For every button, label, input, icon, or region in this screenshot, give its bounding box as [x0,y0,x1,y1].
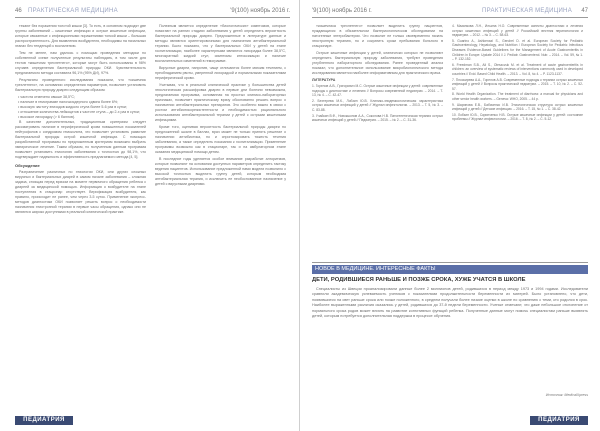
paragraph: Разграничение различных по этиологии ОКИ, или других сложных вирусных и бактериальных диарей в самом начале заболевания – сложная задача, стоящая перед врачом на момент первичного обращения ребенка с диареей за медицинской помощью. Информация о возбудителе на этапе поступления в стационар отсутствует. Верификация возбудителя, как правило, происходит не ранее, чем через 3-5 суток. Применение экспресс-методов диагностики ОКИ позволяет решить вопрос о необходимости назначения этиотропной терапии в первые часы обращения, однако они не являются широко доступными в реальной клинической практике. [15,170,146,214]
news-box [312,262,588,397]
left-header-rule [15,17,290,18]
reference-item: 6. Freedman S.B., Ali S., Oleszczuk M. et al. Treatment of acute gastroenteritis in children: an overview of systematic reviews of interventions commonly used in developed countries // Evid. Based Child Health. – 2013. – Vol. 8, № 4. – P. 1123-1137. [452,62,583,76]
paragraph: Полезным является определение «биологических» симптомов, которые помогают на ранних стадиях заболевания у детей определить вероятность бактериальной природы диареи. Предложенные в литературе данные и методы являются ориентировочными для назначения антибактериальной терапии. Было показано, что у бактериальных ОКИ у детей на этапе госпитализации, наиболее характерными являются лихорадка более 38,5°С, многократный жидкий стул, симптомы интоксикации и наличие воспалительных изменений в гемограмме. [155,24,286,63]
paragraph: «кишечника трехлетнего» позволяет выделить группу пациентов, нуждающихся в обязательном бактериологическом обследовании на патогенные энтеробактерии. Что позволит не только своевременно начать этиотропную терапию, но и сократить сроки пребывания больного в стационаре. [312,24,443,48]
paragraph: Вирусные диареи, напротив, чаще отличаются более мягким течением, с преобладанием рвоты, умеренной лихорадкой и нормальными показателями периферической крови. [155,66,286,80]
reference-item: 2. Бехтерева М.К., Лобзин Ю.В. Клинико-эпидемиологическая характеристика острых кишечных инфекций у детей // Журнал инфектологии. – 2013. – Т. 5, № 3. – С. 83-88. [312,98,443,112]
reference-item: 10. Лобзин Ю.В., Скрипченко Н.В. Острые кишечные инфекции у детей: состояние проблемы // Журнал инфектологии. – 2016. – Т. 8, № 2. – С. 5-12. [452,112,583,122]
paragraph: Учитывая, что в реальной клинической практике у большинства детей этиологическая расшифровка диареи в первые дни болезни невозможна, предлагаемая программа, основанная на простых клинико-лабораторных признаках, позволяет практическому врачу обоснованно решать вопрос о назначении антибактериальных препаратов. Это особенно важно в связи с ростом антибиотикорезистентности и необходимостью рационального использования антибактериальной терапии у детей с острыми кишечными инфекциями. [155,83,286,122]
right-page [300,0,600,431]
bullet-item: • наличие в гемограмме палочкоядерного сдвига более 6%; [18,100,119,104]
left-column-2 [155,24,286,404]
right-running-title: ПРАКТИЧЕСКАЯ МЕДИЦИНА [482,8,572,14]
bullet-item: • высокую частоту эпизодов жидкого стула более 5-6 раз в сутки; [18,105,127,109]
right-header-rule [312,17,588,18]
paragraph: Результаты проведенного исследования показали, что «кишечник трехлетнего», на основании определения параметров, позволяет установить бактериальную природу диареи следующим образом: [15,78,146,92]
references-heading: ЛИТЕРАТУРА [312,78,336,82]
paragraph: В последние годы уделяется особое внимание разработке алгоритмов, которые позволяют на основании доступных параметров определить тактику ведения пациентов. Использование предложенной нами модели позволило с высокой точностью выделить группу детей, которым необходима антибактериальная терапия, и исключить ее необоснованное назначение у детей с вирусными диареями. [155,157,286,186]
left-running-title: ПРАКТИЧЕСКАЯ МЕДИЦИНА [28,8,118,14]
paragraph: Тем не менее, нам удалось с помощью проведения методики по собственной схеме полученные результаты наблюдать, в том числе для тестов «кишечник трехлетнего», которые могут быть использованы в 98% случаев определения бактериальной природы ОКИ. Чувствительность предлагаемого метода составила 96,1% (95% ДИ), 97%. [15,51,146,75]
paragraph: Кроме того, оценивая вероятность бактериальной природы диареи по предложенной шкале в баллах, врач может не только принять решение о назначении антибиотика, но и спрогнозировать тяжесть течения заболевания, а также определить показания к госпитализации. Применение программы возможно как в стационаре, так и на амбулаторном этапе оказания медицинской помощи детям. [155,125,286,154]
left-issue: '9(100) ноябрь 2016 г. [230,8,290,14]
right-footer-section-label: ПЕДИАТРИЯ [530,416,588,425]
left-page-number: 46 [15,8,22,14]
bullet-item: • частота отмечено свыше 38,5°С; [18,95,76,99]
bullet-item: • отношение количества лейкоцитов к частоте стула – до 2-х раз в сутки; [18,110,140,114]
right-columns [312,24,583,256]
reference-item: 1. Горелов А.В., Григорович М.С. Острые кишечные инфекции у детей: современные подходы к диагностике и лечению // Вопросы современной педиатрии. – 2014. – Т. 13, № 4. – С. 42-47. [312,84,443,98]
paragraph: В качестве дополнительных, традиционным критериям следует рассматривать наличие в периферической крови повышенных показателей нейтрофилов с синдромом гемоколита, что позволяет установить развитие бактериальной природы острой кишечной инфекции. С помощью разработанной программы по предложенным критериям возможно выбрать эмпирическое лечение. Таким образом, по полученным данным программа позволяет установить этиологию заболевания с точностью до 98,1%, что подтверждает надежность и эффективность предлагаемого метода [4, 5]. [15,120,146,159]
paragraph: Острые кишечные инфекции у детей, клинически которых не позволяют определить бактериальную природу заболевания, требуют проведения углубленного лабораторного обследования. Ранее проведенный анализ показал, что дополнительное использование микробиологического метода исследования является наиболее информативным для практического врача. [312,51,443,75]
reference-item: 9. Шарипова Е.В., Бабаченко И.В. Этиологическая структура острых кишечных инфекций у детей // Детские инфекции. – 2016. – Т. 15, № 1. – С. 38-42. [452,102,583,112]
bullet-item: • высокое лихорадку (> 6 баллов). [18,115,76,119]
right-column-2 [452,24,583,256]
left-columns [15,24,286,404]
paragraph: текают без поражения толстой кишки [3]. То есть, в основном подходят две группы заболеваний – кишечные инфекции и острые кишечные инфекции, которые связанные с инфекционными поражениями тонкой кишки – большая распространенность. Для выявления возбудителя, необходимы на начальных этапах без тенденций к воспалению. [15,24,146,48]
news-body: Специалисты из Швеции проанализировали данные более 2 миллионов детей, родившихся в период между 1973 и 1994 годами. Исследователи сравнили академическую успеваемость учеников с показателями продолжительности беременности их матерей. Было установлено, что дети, появившиеся на свет раньше срока или позже положенного, в среднем получали более низкие оценки в школе по сравнению с теми, кто родился в срок. Наиболее выраженными различия оказались у детей, родившихся до 37-й недели беременности. Ученые отмечают, что даже небольшое отклонение от нормального срока родов может влиять на развитие когнитивных функций ребенка. Полученные данные могут помочь специалистам раньше выявлять детей, которым потребуется дополнительная поддержка в процессе обучения. [312,287,588,319]
news-title: ДЕТИ, РОДИВШИЕСЯ РАНЬШЕ И ПОЗЖЕ СРОКА, ХУЖЕ УЧАТСЯ В ШКОЛЕ [312,277,526,283]
left-column-1 [15,24,146,404]
news-caption: НОВОЕ В МЕДИЦИНЕ. ИНТЕРЕСНЫЕ ФАКТЫ [312,265,588,274]
reference-item: 7. Плоскирева А.А., Горелов А.В. Современные подходы к терапии острых кишечных инфекций у детей // Вопросы практической педиатрии. – 2015. – Т. 10, № 2. – С. 52-57. [452,77,583,91]
right-issue: '9(100) ноябрь 2016 г. [312,8,372,14]
reference-item: 8. World Health Organization. The treatment of diarrhoea: a manual for physicians and other senior health workers. – Geneva: WHO, 2005. – 44 p. [452,92,583,101]
reference-item: 4. Мазанкова Л.Н., Ильина Н.О. Современные аспекты диагностики и лечения острых кишечных инфекций у детей // Российский вестник перинатологии и педиатрии. – 2012. – № 3. – С. 58-63. [452,24,583,38]
reference-item: 3. Учайкин В.Ф., Новокшонов А.А., Соколова Н.В. Патогенетическая терапия острых кишечных инфекций у детей // Педиатрия. – 2015. – № 2. – С. 31-36. [312,113,443,123]
reference-item: 5. Guarino A., Ashkenazi S., Gendrel D. et al. European Society for Pediatric Gastroenterology, Hepatology, and Nutrition / European Society for Pediatric Infectious Diseases Evidence-Based Guidelines for the Management of Acute Gastroenteritis in Children in Europe: Update 2014 // J. Pediatr. Gastroenterol. Nutr. – 2014. – Vol. 59, № 1. – P. 132-152. [452,38,583,62]
right-page-number: 47 [581,8,588,14]
left-footer-section-label: ПЕДИАТРИЯ [15,416,73,425]
news-source: Источник: MedicalXpress [545,393,588,397]
section-heading-discussion: Обсуждение [15,163,40,168]
right-column-1 [312,24,443,256]
